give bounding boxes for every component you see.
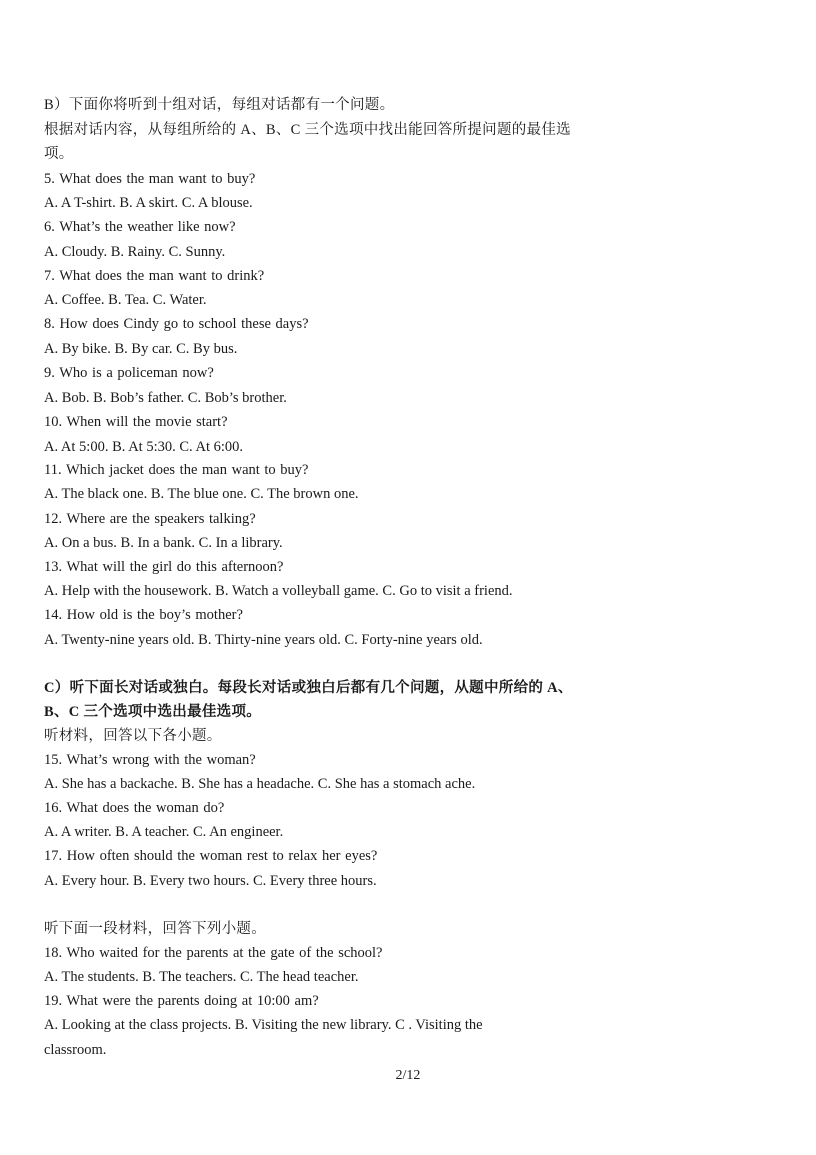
options-5: A. A T-shirt. B. A skirt. C. A blouse. xyxy=(44,195,253,211)
question-11: 11. Which jacket does the man want to buy? xyxy=(44,462,309,478)
question-15: 15. What’s wrong with the woman? xyxy=(44,752,256,768)
question-19: 19. What were the parents doing at 10:00 am? xyxy=(44,993,319,1009)
question-6: 6. What’s the weather like now? xyxy=(44,219,236,235)
section-c-subheading-1: 听材料，回答以下各小题。 xyxy=(44,728,222,744)
question-8: 8. How does Cindy go to school these days? xyxy=(44,316,309,332)
question-18: 18. Who waited for the parents at the gate of the school? xyxy=(44,945,383,961)
options-7: A. Coffee. B. Tea. C. Water. xyxy=(44,292,207,308)
options-6: A. Cloudy. B. Rainy. C. Sunny. xyxy=(44,244,226,260)
page-number: 2/12 xyxy=(395,1068,421,1083)
options-15: A. She has a backache. B. She has a headache. C. She has a stomach ache. xyxy=(44,776,476,792)
options-11: A. The black one. B. The blue one. C. The brown one. xyxy=(44,486,359,502)
question-9: 9. Who is a policeman now? xyxy=(44,365,214,381)
options-9: A. Bob. B. Bob’s father. C. Bob’s brother. xyxy=(44,390,287,406)
section-b-title: B）下面你将听到十组对话，每组对话都有一个问题。 xyxy=(44,97,395,113)
question-13: 13. What will the girl do this afternoon? xyxy=(44,559,284,575)
section-b-instruction-cont: 项。 xyxy=(44,146,74,162)
section-c-subheading-2: 听下面一段材料，回答下列小题。 xyxy=(44,921,266,937)
options-18: A. The students. B. The teachers. C. The head teacher. xyxy=(44,969,359,985)
question-5: 5. What does the man want to buy? xyxy=(44,171,256,187)
options-12: A. On a bus. B. In a bank. C. In a library. xyxy=(44,535,283,551)
options-19-cont: classroom. xyxy=(44,1042,107,1058)
options-10: A. At 5:00. B. At 5:30. C. At 6:00. xyxy=(44,439,243,455)
options-19: A. Looking at the class projects. B. Visiting the new library. C . Visiting the xyxy=(44,1017,483,1033)
options-13: A. Help with the housework. B. Watch a volleyball game. C. Go to visit a friend. xyxy=(44,583,513,599)
options-17: A. Every hour. B. Every two hours. C. Every three hours. xyxy=(44,873,377,889)
question-10: 10. When will the movie start? xyxy=(44,414,228,430)
section-b-instruction: 根据对话内容，从每组所给的 A、B、C 三个选项中找出能回答所提问题的最佳选 xyxy=(44,122,571,138)
question-17: 17. How often should the woman rest to relax her eyes? xyxy=(44,848,378,864)
section-c-title-cont: B、C 三个选项中选出最佳选项。 xyxy=(44,704,262,720)
options-8: A. By bike. B. By car. C. By bus. xyxy=(44,341,238,357)
options-14: A. Twenty-nine years old. B. Thirty-nine years old. C. Forty-nine years old. xyxy=(44,632,483,648)
options-16: A. A writer. B. A teacher. C. An engineer. xyxy=(44,824,284,840)
question-7: 7. What does the man want to drink? xyxy=(44,268,265,284)
question-16: 16. What does the woman do? xyxy=(44,800,225,816)
question-12: 12. Where are the speakers talking? xyxy=(44,511,256,527)
section-c-title: C）听下面长对话或独白。每段长对话或独白后都有几个问题，从题中所给的 A、 xyxy=(44,680,573,696)
question-14: 14. How old is the boy’s mother? xyxy=(44,607,243,623)
